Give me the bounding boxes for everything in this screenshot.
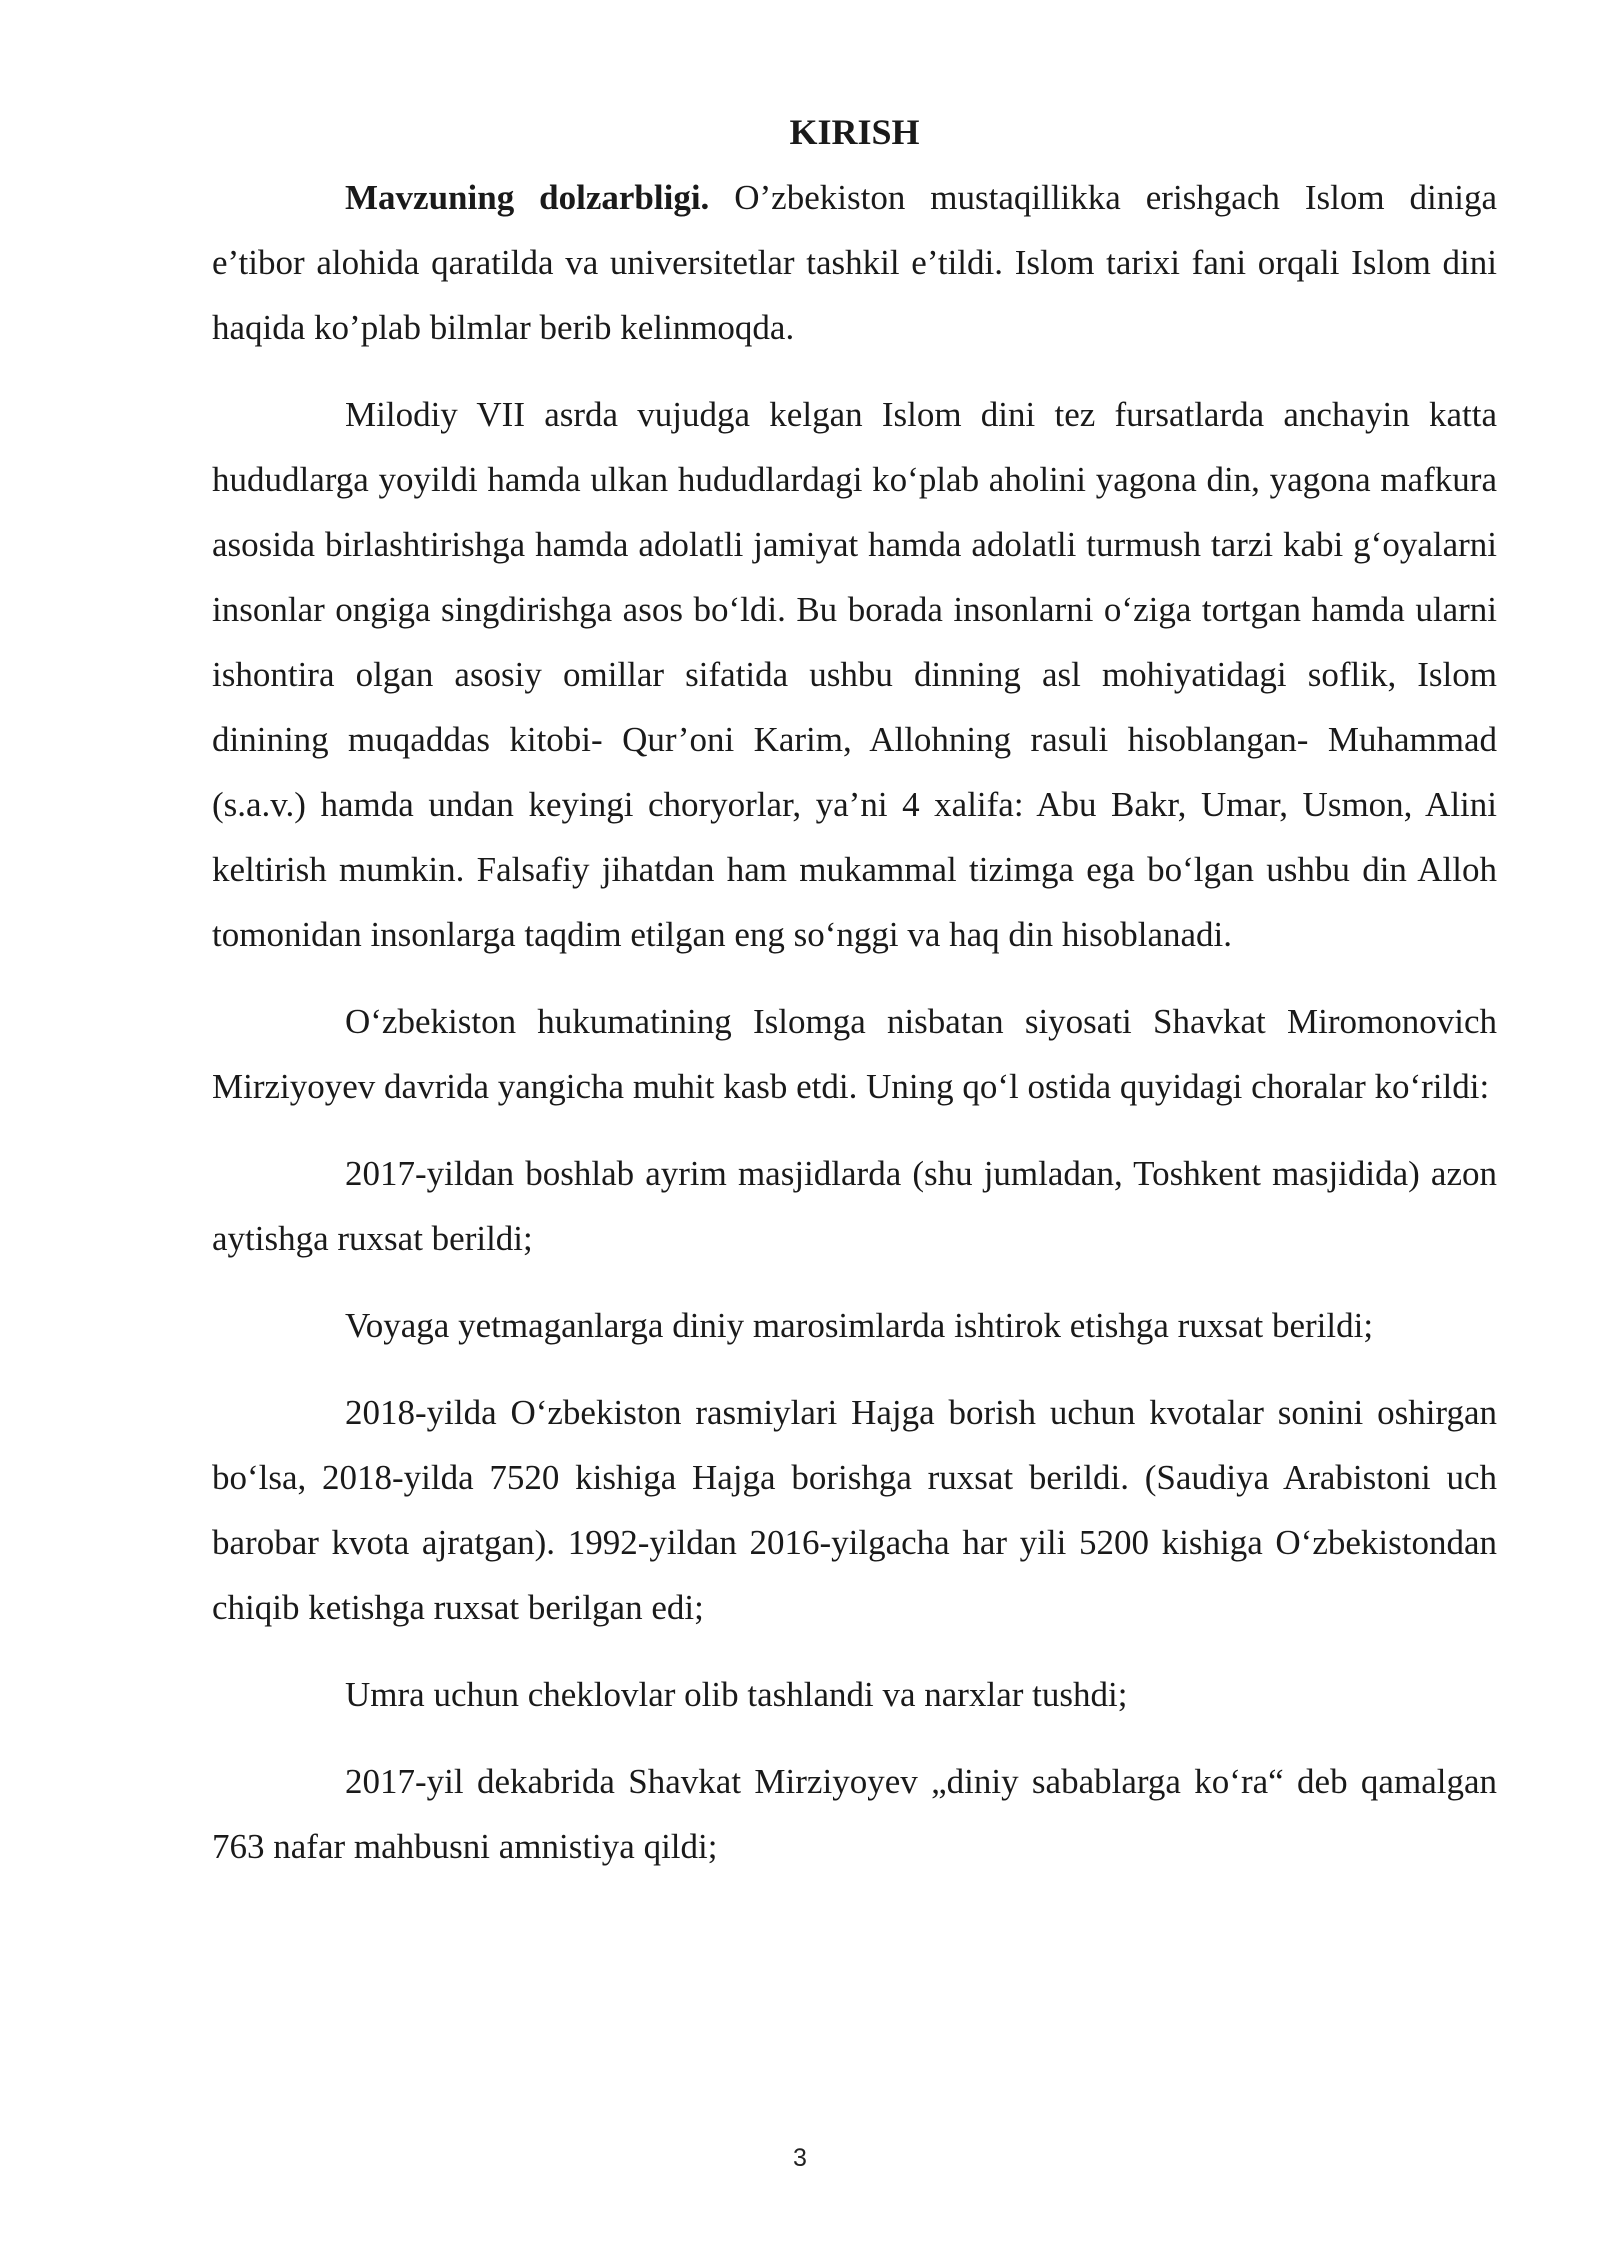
paragraph-hajj-quota: 2018-yilda Oʻzbekiston rasmiylari Hajga borish uchun kvotalar sonini oshirgan boʻlsa, 2018-yilda 7520 kishiga Hajga borishga ruxsat berildi. (Saudiya Arabistoni uch barobar kvota ajratgan). 1992-yildan 2016-yilgacha har yili 5200 kishiga Oʻzbekistondan chiqib ketishga ruxsat berilgan edi;	[212, 1393, 1497, 1627]
page-number: 3	[793, 2144, 807, 2172]
paragraph-azan-permission: 2017-yildan boshlab ayrim masjidlarda (shu jumladan, Toshkent masjidida) azon aytishga ruxsat berildi;	[212, 1154, 1497, 1258]
paragraph-minors-ceremonies: Voyaga yetmaganlarga diniy marosimlarda ishtirok etishga ruxsat berildi;	[345, 1306, 1374, 1345]
paragraph-amnesty: 2017-yil dekabrida Shavkat Mirziyoyev „diniy sabablarga koʻra“ deb qamalgan 763 nafar mahbusni amnistiya qildi;	[212, 1762, 1497, 1866]
paragraph-relevance	[212, 165, 1497, 360]
paragraph-text: O’zbekiston mustaqillikka erishgach Islom diniga e’tibor alohida qaratilda va universitetlar tashkil e’tildi. Islom tarixi fani orqali Islom dini haqida ko’plab bilmlar berib kelinmoqda.	[212, 178, 1497, 347]
document-page	[212, 100, 1497, 1901]
paragraph-umrah-restrictions: Umra uchun cheklovlar olib tashlandi va narxlar tushdi;	[345, 1675, 1128, 1714]
paragraph-islam-history: Milodiy VII asrda vujudga kelgan Islom dini tez fursatlarda anchayin katta hududlarga yoyildi hamda ulkan hududlardagi koʻplab aholini yagona din, yagona mafkura asosida birlashtirishga hamda adolatli jamiyat hamda adolatli turmush tarzi kabi gʻoyalarni insonlar ongiga singdirishga asos boʻldi. Bu borada insonlarni oʻziga tortgan hamda ularni ishontira olgan asosiy omillar sifatida ushbu dinning asl mohiyatidagi soflik, Islom dinining muqaddas kitobi- Qur’oni Karim, Allohning rasuli hisoblangan- Muhammad (s.a.v.) hamda undan keyingi choryorlar, ya’ni 4 xalifa: Abu Bakr, Umar, Usmon, Alini keltirish mumkin. Falsafiy jihatdan ham mukammal tizimga ega boʻlgan ushbu din Alloh tomonidan insonlarga taqdim etilgan eng soʻnggi va haq din hisoblanadi.	[212, 395, 1497, 954]
section-title: KIRISH	[789, 112, 920, 152]
paragraph-lead: Mavzuning dolzarbligi.	[345, 178, 710, 217]
paragraph-government-policy: Oʻzbekiston hukumatining Islomga nisbatan siyosati Shavkat Miromonovich Mirziyoyev davrida yangicha muhit kasb etdi. Uning qoʻl ostida quyidagi choralar koʻrildi:	[212, 1002, 1497, 1106]
